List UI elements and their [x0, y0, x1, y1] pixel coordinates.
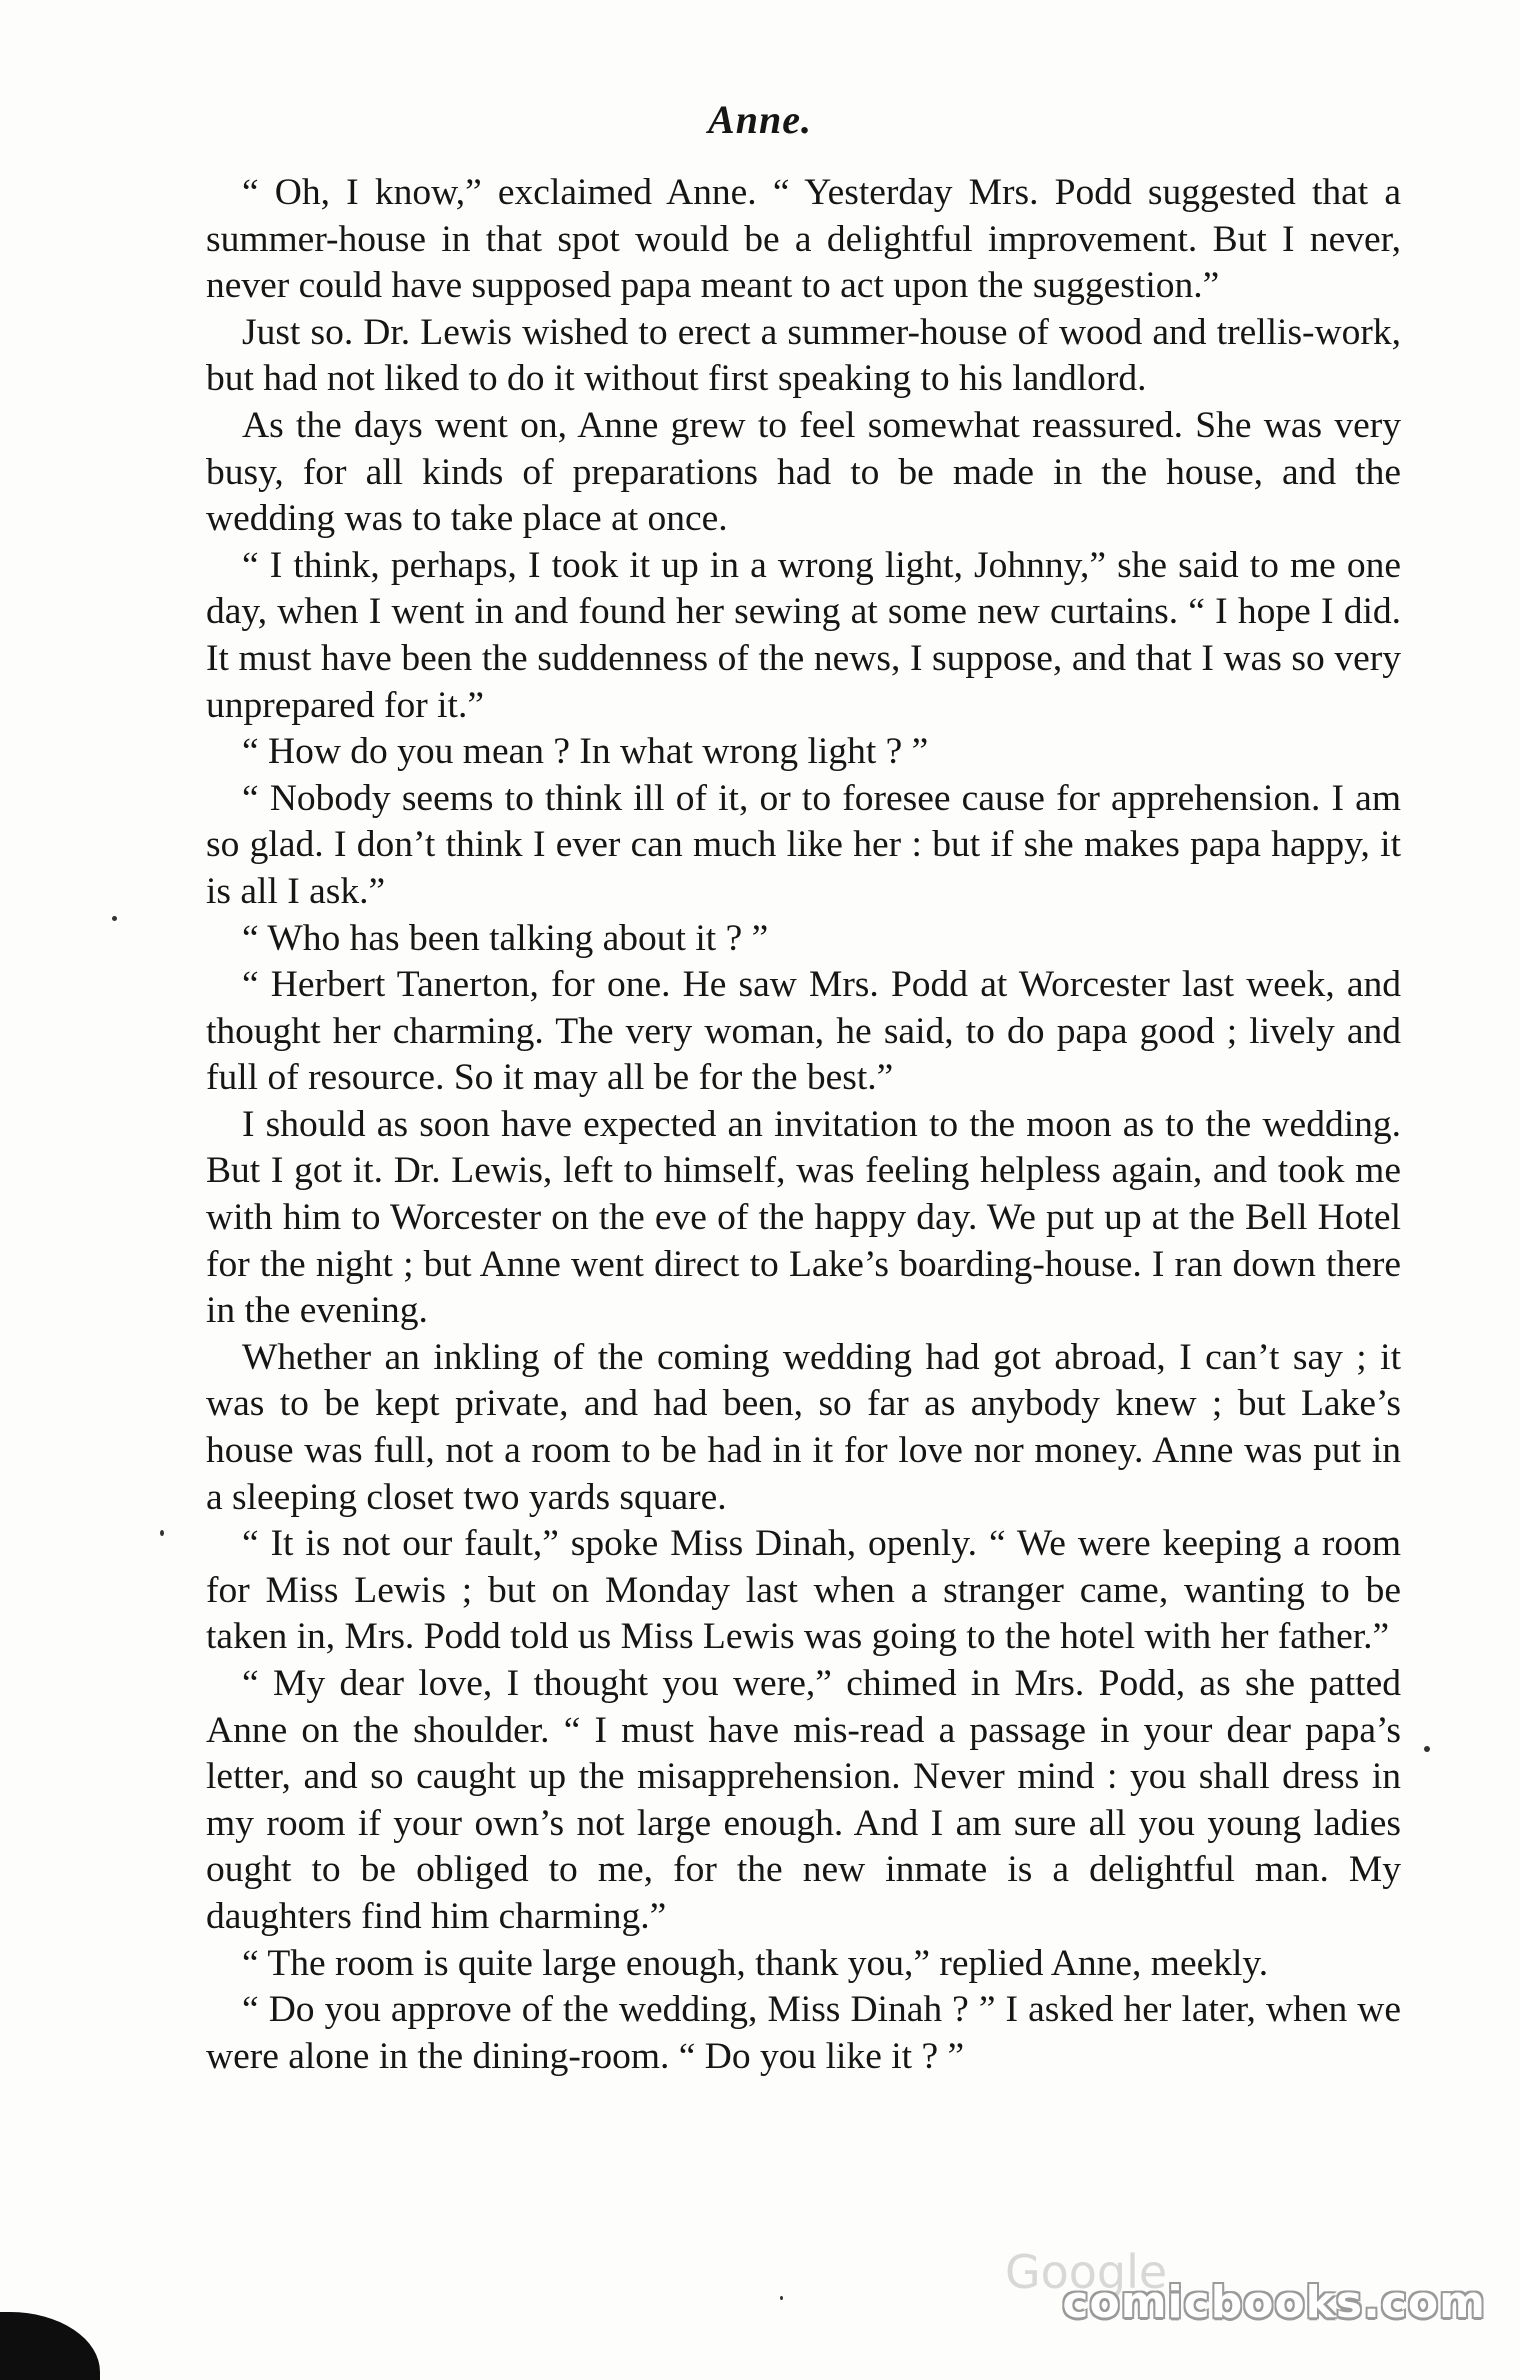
paragraph: “ It is not our fault,” spoke Miss Dinah, openly. “ We were keeping a room for Miss Lewis ; but on Monday last when a stranger came, wanting to be taken in, Mrs. Podd told us Miss Lewis was going to the hotel with her father.” [206, 1523, 1401, 1658]
paragraph: “ Herbert Tanerton, for one. He saw Mrs. Podd at Worcester last week, and thought her charming. The very woman, he said, to do papa good ; lively and full of resource. So it may all be for the best.” [206, 964, 1401, 1099]
ink-speck [780, 2296, 783, 2300]
ink-speck [160, 1530, 164, 1536]
corner-blot [0, 2312, 100, 2380]
paragraph: “ Oh, I know,” exclaimed Anne. “ Yesterday Mrs. Podd suggested that a summer-house in that spot would be a delightful improvement. But I never, never could have supposed papa meant to act upon the suggestion.” [206, 172, 1401, 307]
paragraph: I should as soon have expected an invitation to the moon as to the wedding. But I got it. Dr. Lewis, left to himself, was feeling helpless again, and took me with him to Worcester on the eve of the happy day. We put up at the Bell Hotel for the night ; but Anne went direct to Lake’s boarding-house. I ran down there in the evening. [206, 1103, 1401, 1332]
paragraph: Just so. Dr. Lewis wished to erect a summer-house of wood and trellis-work, but had not liked to do it without first speaking to his landlord. [206, 311, 1401, 400]
ink-speck [112, 916, 117, 921]
paragraph: “ The room is quite large enough, thank you,” replied Anne, meekly. [242, 1942, 1269, 1984]
paragraph: “ Do you approve of the wedding, Miss Dinah ? ” I asked her later, when we were alone in the dining-room. “ Do you like it ? ” [206, 1989, 1401, 2077]
paragraph: “ I think, perhaps, I took it up in a wrong light, Johnny,” she said to me one day, when I went in and found her sewing at some new curtains. “ I hope I did. It must have been the suddenness of the news, I suppose, and that I was so very unprepared for it.” [206, 544, 1401, 726]
paragraph: “ My dear love, I thought you were,” chimed in Mrs. Podd, as she patted Anne on the shoulder. “ I must have mis-read a passage in your dear papa’s letter, and so caught up the misapprehension. Never mind : you shall dress in my room if your own’s not large enough. And I am sure all you young ladies ought to be obliged to me, for the new inmate is a delightful man. My daughters find him charming.” [206, 1663, 1401, 1937]
site-watermark: comicbooks.com [1062, 2277, 1486, 2328]
paragraph: “ How do you mean ? In what wrong light ? ” [242, 731, 929, 773]
running-head: Anne. [708, 97, 812, 142]
paragraph: “ Nobody seems to think ill of it, or to foresee cause for apprehension. I am so glad. I don’t think I ever can much like her : but if she makes papa happy, it is all I ask.” [206, 777, 1401, 912]
paragraph: As the days went on, Anne grew to feel somewhat reassured. She was very busy, for all kinds of preparations had to be made in the house, and the wedding was to take place at once. [206, 404, 1401, 540]
digitized-watermark: Google [1005, 2245, 1168, 2299]
body-text [206, 170, 1401, 2080]
paragraph: Whether an inkling of the coming wedding had got abroad, I can’t say ; it was to be kept private, and had been, so far as anybody knew ; but Lake’s house was full, not a room to be had in it for love nor money. Anne was put in a sleeping closet two yards square. [206, 1336, 1401, 1518]
ink-speck [1424, 1746, 1430, 1752]
paragraph: “ Who has been talking about it ? ” [242, 917, 769, 959]
